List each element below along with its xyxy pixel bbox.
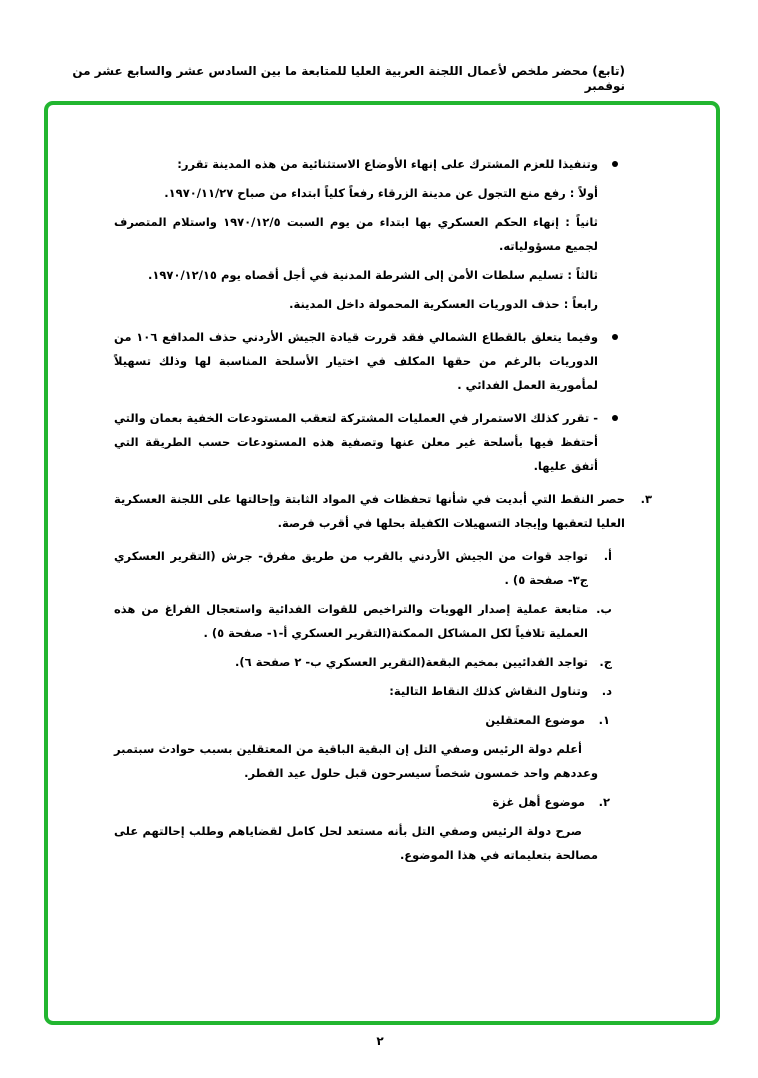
numbered-item bbox=[114, 487, 662, 535]
topic-title: موضوع أهل غزة bbox=[492, 795, 585, 809]
item-number: ٣. bbox=[640, 492, 652, 506]
document-header: (تابع) محضر ملخص لأعمال اللجنة العربية العليا للمتابعة ما بين السادس عشر والسابع عشر من نوفمبر bbox=[72, 64, 625, 93]
topic-paragraph bbox=[114, 737, 662, 785]
topic-heading bbox=[114, 708, 662, 732]
bullet-text: بالرغم من حقها المكلف في اختيار الأسلحة المناسبة لها وذلك تسهيلاً لمأمورية العمل الفدائي . bbox=[114, 354, 598, 392]
decision-line bbox=[114, 210, 662, 258]
bullet-paragraph bbox=[114, 152, 662, 176]
decision-line bbox=[114, 181, 662, 205]
sub-item-text: تلافياً لكل المشاكل الممكنة(التقرير العسكري أ-١- صفحة ٥) . bbox=[203, 626, 546, 640]
bullet-text: - تقرر كذلك الاستمرار في العمليات المشتركة لتعقب المستودعات الخفية بعمان والتي أحتفظ bbox=[114, 411, 598, 449]
bullet-text: وتنفيذا للعزم المشترك على إنهاء الأوضاع الاستثنائية من هذه المدينة تقرر: bbox=[177, 157, 598, 171]
sub-item-mark: أ. bbox=[603, 549, 612, 563]
bullet-icon bbox=[612, 334, 618, 340]
item-text: لتعقبها وإيجاد التسهيلات الكفيلة بحلها في أقرب فرصة. bbox=[277, 516, 593, 530]
sub-item-text: متابعة عملية إصدار الهويات والتراخيص للقوات الفدائية واستعجال الفراغ من هذه العملية bbox=[114, 602, 588, 640]
decision-text: لجميع مسؤولياته. bbox=[498, 239, 598, 253]
decision-text: ثالثاً : تسليم سلطات الأمن إلى الشرطة المدنية في أجل أقصاه يوم ١٩٧٠/١٢/١٥. bbox=[148, 268, 598, 282]
sub-item bbox=[114, 650, 662, 674]
decision-line bbox=[114, 292, 662, 316]
item-text: حصر النقط التي أبديت في شأنها تحفظات في المواد الثابتة وإحالتها على اللجنة العسكرية العليا bbox=[114, 492, 625, 530]
sub-item-mark: د. bbox=[601, 684, 612, 698]
page-number: ٢ bbox=[376, 1034, 384, 1048]
decision-text: أولاً : رفع منع التجول عن مدينة الزرقاء رفعاً كلياً ابتداء من صباح ١٩٧٠/١١/٢٧. bbox=[164, 186, 598, 200]
topic-text: واحد خمسون شخصاً سيسرحون قبل حلول عيد الفطر. bbox=[244, 766, 550, 780]
decision-text: ثانياً : إنهاء الحكم العسكري بها ابتداء من يوم السبت ١٩٧٠/١٢/٥ واستلام المتصرف bbox=[114, 215, 598, 229]
topic-text: بتعليماته في هذا الموضوع. bbox=[399, 848, 552, 862]
sub-item-mark: ب. bbox=[596, 602, 612, 616]
bullet-paragraph bbox=[114, 406, 662, 478]
sub-item bbox=[114, 679, 662, 703]
bullet-icon bbox=[612, 415, 618, 421]
sub-item bbox=[114, 544, 662, 592]
sub-item-text: تواجد قوات من الجيش الأردني بالقرب من طريق مفرق- جرش (التقرير العسكري ج٣- bbox=[114, 549, 588, 587]
sub-item-text: تواجد الفدائيين بمخيم البقعة(التقرير العسكري ب- ٢ صفحة ٦). bbox=[235, 655, 588, 669]
topic-heading bbox=[114, 790, 662, 814]
bullet-paragraph bbox=[114, 325, 662, 397]
sub-item-text: صفحة ٥) . bbox=[504, 573, 564, 587]
bullet-icon bbox=[612, 161, 618, 167]
bullet-text: وفيما يتعلق بالقطاع الشمالي فقد قررت قيادة الجيش الأردني حذف المدافع ١٠٦ من الدوريات bbox=[114, 330, 598, 368]
topic-title: موضوع المعتقلين bbox=[485, 713, 585, 727]
topic-number: ١. bbox=[598, 713, 610, 727]
decision-line bbox=[114, 263, 662, 287]
decision-text: رابعاً : حذف الدوريات العسكرية المحمولة داخل المدينة. bbox=[289, 297, 598, 311]
topic-paragraph bbox=[114, 819, 662, 867]
bullet-text: فيها بأسلحة غير معلن عنها وتصفية هذه المستودعات حسب الطريقة التي أتفق عليها. bbox=[114, 435, 598, 473]
topic-text: صرح دولة الرئيس وصفي التل بأنه مستعد لحل كامل لقضاياهم وطلب إحالتهم على مصالحة bbox=[114, 824, 598, 862]
document-body bbox=[114, 152, 662, 872]
topic-number: ٢. bbox=[598, 795, 610, 809]
sub-item-mark: ج. bbox=[599, 655, 612, 669]
sub-item-text: وتناول النقاش كذلك النقاط التالية: bbox=[389, 684, 588, 698]
sub-item bbox=[114, 597, 662, 645]
topic-text: أعلم دولة الرئيس وصفي التل إن البقية الباقية من المعتقلين بسبب حوادث سبتمبر وعددهم bbox=[114, 742, 598, 780]
